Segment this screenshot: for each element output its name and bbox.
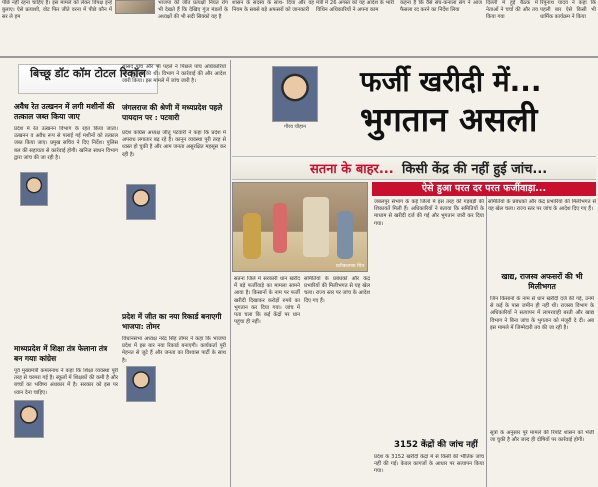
story-2-headline: माध्यप्रदेश में शिक्षा तंत्र फेलाना तंत्र बन गयाः कांग्रेस: [14, 344, 108, 363]
story-2-photo: [14, 400, 44, 438]
col2-top-body: सांसद पांच और भी पहले ने पिछले पांच अधिकारियों की नियुक्ति की थी। विभाग ने कार्रवाई की और आदेश जारी किया। इस मामले में जांच जारी है।: [122, 64, 226, 85]
story-1-body: प्रदेश में रेत उत्खनन विभाग के रहत किया जाता। उत्खनन व अवैध रूप से पलाई गई मशीनों को तत्काल जब्त किया जाए। प्रमुख सचिव ने दिए निर्देश। पुलिस बल की सहायता से कार्रवाई होगी। खनिज साधन विभाग द्वारा जांच की जा रही है।: [14, 126, 118, 161]
sub-headline-bar: ऐसे हुआ परत दर परत फर्जीवाड़ा...: [372, 182, 596, 196]
byline-photo: [272, 66, 318, 122]
top-photo: [115, 0, 155, 14]
top-strip-col-6: दिल्ली में हुई बैठक में नेताओं ने चर्चा की और तय किया गया: [486, 0, 538, 21]
main-photo-caption: प्रतीकात्मक चित्र: [336, 264, 364, 269]
story-3-photo: [126, 184, 156, 220]
main-photo: [232, 182, 368, 272]
top-strip-col-7: रिपुनाथ यादव ने कहा कि पहली बार ऐसे किसी भी धार्मिक कार्यक्रम ने किया: [540, 0, 596, 21]
story-4-photo: [126, 366, 156, 402]
main-body-c: समितियों के प्रबंधकों और केंद्र प्रभारियों की मिलीभगत से यह खेल चला। राज्य स्तर पर जांच के आदेश दिए गए हैं।: [488, 199, 596, 213]
story-4-headline: प्रदेश में जीत का नया रिकार्ड बनाएगी भाजपा: तोमर: [122, 312, 222, 331]
box-headline: 3152 केंद्रों की जांच नहीं: [394, 440, 478, 450]
main-body-a-col-1: सतना जिले में सरकारी धान खरीद में बड़े फर्जीवाड़े का मामला सामने आया है। किसानों के नाम पर फर्जी खरीदी दिखाकर करोड़ों रुपये का भुगतान कर दिया गया। जांच में पता चला कि कई केंद्रों पर धान पहुंचा ही नहीं।: [234, 276, 300, 326]
right-headline: खाद्य, राजस्व अफसरों की भी मिलीभगत: [501, 272, 583, 291]
right-body: जिन किसानों के नाम से धान खरीदी दर्ज की गई, उनमें से कई के पास जमीन ही नहीं थी। राजस्व विभाग के अधिकारियों ने सत्यापन में लापरवाही बरती और खाद्य विभाग ने बिना जांच के भुगतान को मंजूरी दे दी। अब इस मामले में जिम्मेदारी तय की जा रही है।: [490, 296, 594, 331]
top-divider: [0, 56, 598, 58]
column-divider: [230, 60, 231, 487]
right-divider: [486, 196, 487, 487]
subhead-red: सतना के बाहर...: [310, 162, 394, 177]
main-headline-line-2: भुगतान असली: [360, 100, 538, 139]
story-4-body: विधानसभा अध्यक्ष नरेंद्र सिंह तोमर ने कहा कि भाजपा प्रदेश में इस बार नया रिकार्ड बनाएगी। कार्यकर्ता पूरी मेहनत से जुटे हैं और जनता का विश्वास पार्टी के साथ है।: [122, 336, 226, 364]
box-body: प्रदेश के 3152 खरीदी केंद्रों में से किसी की भौतिक जांच नहीं की गई। केवल कागजों के आधार पर सत्यापन किया गया।: [374, 454, 484, 475]
story-2-body: पूर्व मुख्यमंत्री कमलनाथ ने कहा कि शिक्षा व्यवस्था पूरी तरह से चरमरा गई है। स्कूलों में शिक्षकों की कमी है और बच्चों का भविष्य अंधकार में है। सरकार को इस पर ध्यान देना चाहिए।: [14, 368, 118, 396]
story-1-photo: [20, 172, 48, 206]
main-body-a-col-2: समितियों के प्रबंधकों और केंद्र प्रभारियों की मिलीभगत से यह खेल चला। राज्य स्तर पर जांच के आदेश दिए गए हैं।: [304, 276, 370, 304]
main-subhead: [232, 156, 596, 180]
main-body-b: जबलपुर संभाग के कई जिलों में इस तरह की गड़बड़ी की शिकायतें मिली हैं। अधिकारियों ने बताया कि समितियों के माध्यम से खरीदी दर्ज की गई और भुगतान जारी कर दिया गया।: [374, 199, 484, 227]
top-strip-col-5: कहना है कि वैसे संघ-कनाला संग ने आज फैसला रद करने का निर्देश लिया: [400, 0, 482, 14]
main-headline-line-1: फर्जी खरीदी में...: [360, 65, 542, 98]
byline-name: गौरव चौहान: [284, 124, 306, 130]
top-strip-col-2: भाजपा की जीत प्रत्यक्षी नियत रोग भी देखते हैं कि देखिए गूंज मंडलों के अध्यक्षों की भी सदी सिक्को यह है: [158, 0, 228, 21]
subhead-black: किसी केंद्र की नहीं हुई जांच...: [402, 162, 548, 177]
top-strip-col-3: शासन के सदस्य के साथ- दिया और वह नियम के सबसे बड़े अफसरों को जानकारी: [232, 0, 314, 14]
story-3-body: प्रदेश कांग्रेस अध्यक्ष जीतू पटवारी ने कहा कि प्रदेश में अपराध लगातार बढ़ रहे हैं। कानून व्यवस्था पूरी तरह से ध्वस्त हो चुकी है और आम जनता असुरक्षित महसूस कर रही है।: [122, 130, 226, 158]
top-strip-col-4: मंत्री में 26 अगस्त को यह आदेश के भारी विधिन अधिकारियों ने अपना काम: [316, 0, 394, 14]
right-body-2: सूत्रों के अनुसार पूरे मामले की रिपोर्ट शासन को भेजी जा चुकी है और जल्द ही दोषियों पर कार्रवाई होगी।: [490, 430, 594, 444]
story-1-headline: अवैध रेत उत्खनन में लगी मशीनों की तत्काल जब्त किया जाए: [14, 102, 115, 121]
top-strip-col-1: पीछे नहीं रहना चाहिए हैं। इस मामले को लेकर विपक्ष इन्हें बुलाए। ऐसे प्रत्याशी, वोट फिर जीते वरना में पीछे कौन में सर ले हम: [2, 0, 112, 21]
story-3-headline: जंगलराज की श्रेणी में मध्यप्रदेश पहले पायदान पर : पटवारी: [122, 103, 223, 122]
kicker-text: बिच्छू डॉट कॉम टोटल रिकॉल: [30, 67, 146, 80]
